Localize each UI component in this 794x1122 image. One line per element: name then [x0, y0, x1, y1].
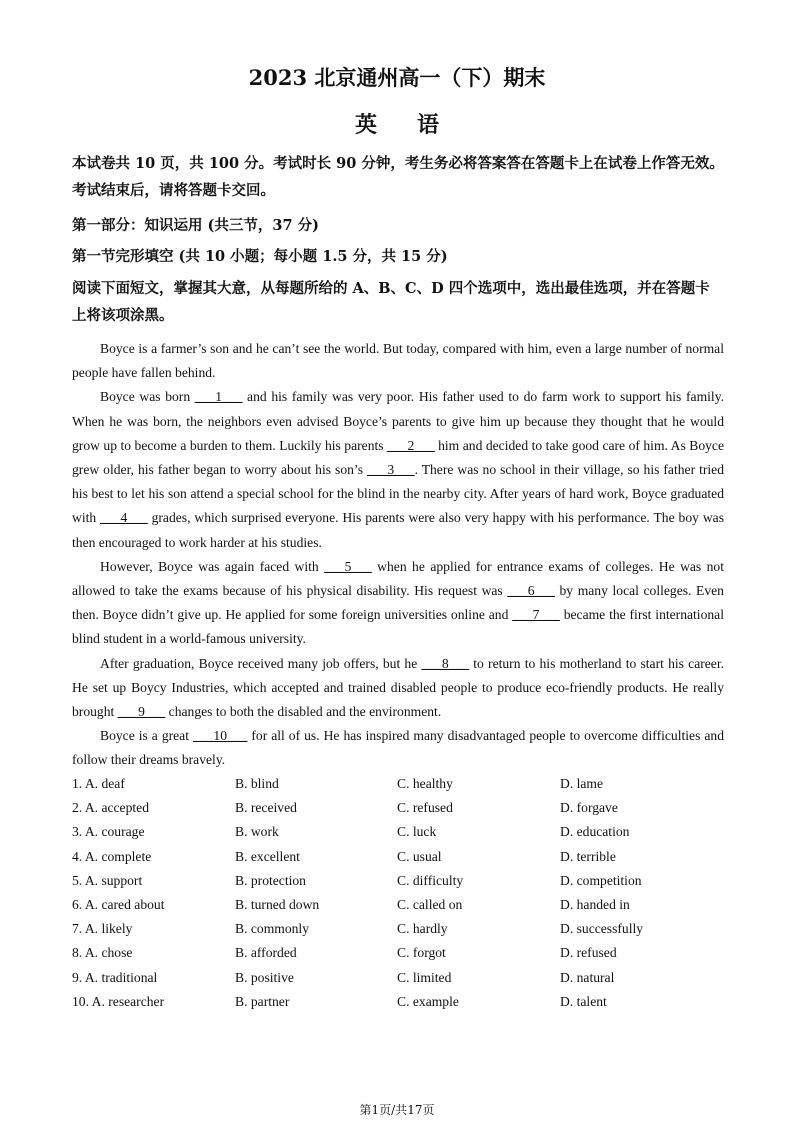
question-options	[72, 845, 724, 869]
option-b: B. blind	[235, 776, 279, 791]
option-a: 4. A. complete	[72, 848, 152, 864]
blank-7: ___7___	[512, 607, 560, 623]
blank-10: ___10___	[193, 728, 248, 744]
passage-paragraph-5: Boyce is a great ___10___ for all of us. He has inspired many disadvantaged people to overcome difficulties and follow their dreams bravely.	[72, 728, 724, 768]
page-number: 第1页/共17页	[359, 1103, 435, 1117]
option-c: C. called on	[397, 896, 463, 912]
question-options	[72, 796, 724, 820]
passage-paragraph-4: After graduation, Boyce received many job offers, but he ___8___ to return to his motherland to start his career. He set up Boycy Industries, which accepted and trained disabled people to produce eco-friendly products. He really brought ___9___ changes to both the disabled and the environment.	[72, 655, 724, 720]
option-c: C. healthy	[397, 776, 453, 791]
question-options	[72, 966, 724, 990]
passage-paragraph-2: Boyce was born ___1___ and his family was very poor. His father used to do farm work to support his family. When he was born, the neighbors even advised Boyce’s parents to give him up because they thought that he would grow up to become a burden to them. Luckily his parents ___2___ him and decided to take good care of him. As Boyce grew older, his father began to worry about his son’s ___3___. There was no school in their village, so his father tried his best to let his son attend a special school for the blind in the nearby city. After years of hard work, Boyce graduated with ___4___ grades, which surprised everyone. His parents were also very happy with his performance. The boy was then encouraged to work harder at his studies.	[72, 389, 725, 550]
option-d: D. talent	[560, 993, 607, 1009]
blank-1: ___1___	[194, 389, 243, 405]
subject-char-1: 英	[354, 112, 377, 138]
cloze-passage	[72, 337, 724, 773]
question-options	[72, 893, 724, 917]
option-b: B. afforded	[235, 945, 297, 961]
option-a: 6. A. cared about	[72, 896, 165, 912]
blank-5: ___5___	[324, 558, 372, 574]
question-options	[72, 990, 724, 1014]
option-a: 3. A. courage	[72, 824, 145, 840]
option-d: D. lame	[560, 776, 604, 791]
option-c: C. hardly	[397, 921, 448, 937]
option-a: 5. A. support	[72, 872, 143, 888]
option-b: B. commonly	[235, 921, 310, 937]
question-options	[72, 869, 724, 893]
option-d: D. refused	[560, 945, 617, 961]
part-heading: 第一部分：知识运用 (共三节，37 分)	[72, 217, 319, 234]
blank-3: ___3___	[366, 462, 415, 478]
option-b: B. received	[235, 800, 297, 816]
option-d: D. terrible	[560, 848, 616, 864]
question-options	[72, 820, 724, 844]
section-heading: 第一节完形填空 (共 10 小题；每小题 1.5 分，共 15 分)	[72, 248, 448, 265]
option-d: D. handed in	[560, 896, 630, 912]
exam-notice: 本试卷共 10 页，共 100 分。考试时长 90 分钟，考生务必将答案答在答题卡上在试卷上作答无效。考试结束后，请将答题卡交回。	[72, 155, 724, 199]
option-a: 2. A. accepted	[72, 800, 149, 816]
blank-2: ___2___	[387, 437, 435, 453]
question-options	[72, 772, 724, 796]
option-a: 9. A. traditional	[72, 969, 158, 985]
option-a: 1. A. deaf	[72, 776, 125, 791]
option-c: C. difficulty	[397, 872, 464, 888]
blank-4: ___4___	[100, 510, 148, 526]
option-b: B. partner	[235, 993, 290, 1009]
option-b: B. positive	[235, 969, 294, 985]
option-a: 10. A. researcher	[72, 993, 165, 1009]
question-options	[72, 941, 724, 965]
option-d: D. natural	[560, 969, 615, 985]
option-a: 7. A. likely	[72, 921, 133, 937]
option-c: C. example	[397, 993, 459, 1009]
exam-title: 2023 北京通州高一（下）期末	[248, 65, 546, 90]
subject-title	[0, 108, 794, 139]
passage-paragraph-3: However, Boyce was again faced with ___5___ when he applied for entrance exams of colleges. He was not allowed to take the exams because of his physical disability. His request was ___6___ by many local colleges. Even then. Boyce didn’t give up. He applied for some foreign universities online and ___7___ became the first international blind student in a world-famous university.	[72, 558, 725, 647]
blank-6: ___6___	[507, 583, 555, 599]
option-d: D. forgave	[560, 800, 618, 816]
option-c: C. usual	[397, 848, 442, 864]
option-b: B. protection	[235, 872, 306, 888]
option-c: C. luck	[397, 824, 437, 840]
blank-9: ___9___	[117, 704, 166, 720]
option-b: B. excellent	[235, 848, 300, 864]
option-c: C. refused	[397, 800, 453, 816]
option-c: C. forgot	[397, 945, 446, 961]
passage-paragraph-1: Boyce is a farmer’s son and he can’t see the world. But today, compared with him, even a large number of normal people have fallen behind.	[72, 341, 724, 381]
section-directions: 阅读下面短文，掌握其大意，从每题所给的 A、B、C、D 四个选项中，选出最佳选项，并在答题卡上将该项涂黑。	[72, 280, 710, 324]
subject-char-2: 语	[417, 112, 440, 138]
option-a: 8. A. chose	[72, 945, 133, 961]
option-b: B. work	[235, 824, 279, 840]
blank-8: ___8___	[421, 655, 470, 671]
option-d: D. competition	[560, 872, 642, 888]
option-c: C. limited	[397, 969, 452, 985]
question-options	[72, 917, 724, 941]
option-d: D. education	[560, 824, 630, 840]
answer-options	[72, 772, 724, 1014]
option-b: B. turned down	[235, 896, 320, 912]
option-d: D. successfully	[560, 921, 644, 937]
